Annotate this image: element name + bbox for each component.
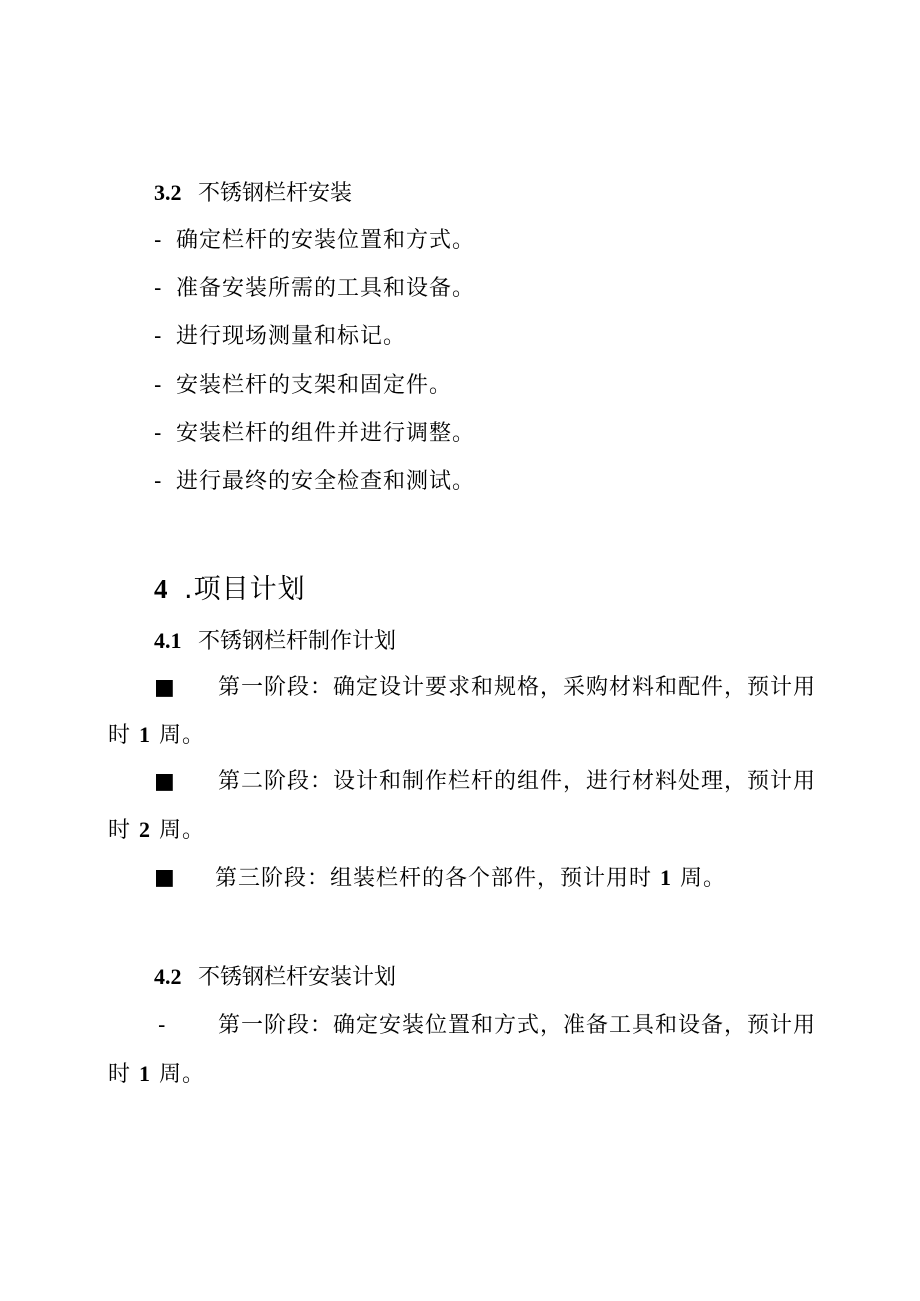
duration-number: 1 bbox=[139, 722, 152, 747]
dash-marker: - bbox=[154, 228, 163, 253]
section-title: 不锈钢栏杆安装 bbox=[198, 181, 353, 206]
section-heading-4-1 bbox=[154, 627, 396, 656]
list-item-text: 确定栏杆的安装位置和方式。 bbox=[176, 228, 476, 253]
continuation-text: 周。 bbox=[159, 723, 206, 748]
continuation-text: 时 bbox=[108, 818, 132, 843]
section-heading-4 bbox=[154, 572, 306, 607]
section-number: 4.1 bbox=[154, 628, 182, 653]
continuation-text: 时 bbox=[108, 723, 132, 748]
list-item bbox=[154, 227, 475, 255]
section-number: 3.2 bbox=[154, 180, 182, 205]
continuation-text: 周。 bbox=[159, 1062, 206, 1087]
phase-continuation bbox=[108, 721, 205, 750]
dash-marker: - bbox=[154, 276, 163, 301]
list-item-text: 安装栏杆的组件并进行调整。 bbox=[176, 421, 476, 446]
list-item-text: 准备安装所需的工具和设备。 bbox=[176, 276, 476, 301]
list-item-text: 进行最终的安全检查和测试。 bbox=[176, 469, 476, 494]
duration-number: 1 bbox=[139, 1061, 152, 1086]
section-title: .项目计划 bbox=[184, 574, 306, 605]
section-title: 不锈钢栏杆制作计划 bbox=[198, 629, 397, 654]
list-item-text: 进行现场测量和标记。 bbox=[176, 324, 407, 349]
dash-marker: - bbox=[154, 469, 163, 494]
dash-marker: - bbox=[154, 421, 163, 446]
list-item bbox=[154, 275, 475, 303]
duration-number: 2 bbox=[139, 817, 152, 842]
list-item bbox=[154, 323, 406, 351]
list-item bbox=[154, 372, 452, 400]
section-heading-3-2 bbox=[154, 179, 352, 208]
phase-continuation bbox=[108, 816, 205, 845]
continuation-text: 周。 bbox=[159, 818, 206, 843]
section-number: 4 bbox=[154, 574, 169, 604]
dash-marker: - bbox=[154, 324, 163, 349]
duration-number: 1 bbox=[660, 865, 673, 890]
list-item-text: 安装栏杆的支架和固定件。 bbox=[176, 373, 453, 398]
section-heading-4-2 bbox=[154, 963, 396, 992]
phase-continuation bbox=[108, 1060, 205, 1089]
square-bullet-icon: ■ bbox=[154, 769, 175, 794]
phase-text bbox=[215, 864, 726, 893]
list-item bbox=[154, 420, 475, 448]
phase-text: 第二阶段：设计和制作栏杆的组件，进行材料处理，预计用 bbox=[218, 769, 817, 794]
section-title: 不锈钢栏杆安装计划 bbox=[198, 965, 397, 990]
section-number: 4.2 bbox=[154, 964, 182, 989]
phase-text-part: 第三阶段：组装栏杆的各个部件，预计用时 bbox=[215, 866, 653, 891]
square-bullet-icon: ■ bbox=[154, 865, 175, 890]
dash-marker: - bbox=[158, 1013, 166, 1038]
square-bullet-icon: ■ bbox=[154, 675, 175, 700]
phase-text: 第一阶段：确定设计要求和规格，采购材料和配件，预计用 bbox=[218, 675, 817, 700]
phase-text: 第一阶段：确定安装位置和方式，准备工具和设备，预计用 bbox=[218, 1013, 817, 1038]
phase-text-part: 周。 bbox=[680, 866, 727, 891]
continuation-text: 时 bbox=[108, 1062, 132, 1087]
list-item bbox=[154, 468, 475, 496]
dash-marker: - bbox=[154, 373, 163, 398]
